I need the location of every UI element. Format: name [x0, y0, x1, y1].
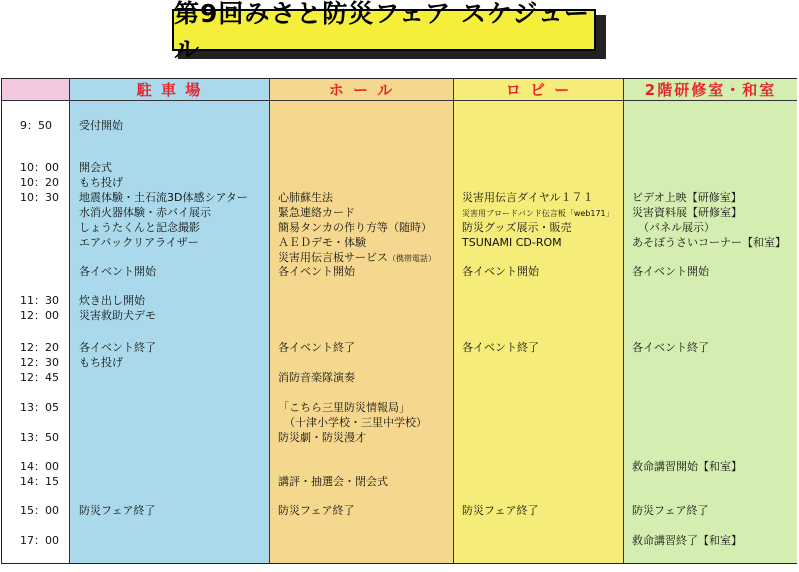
time-label: 12：00 — [20, 309, 59, 322]
room-header: 2階研修室・和室 — [624, 79, 797, 101]
schedule-item: 心肺蘇生法 — [278, 191, 333, 204]
schedule-item: 各イベント終了 — [632, 341, 709, 354]
time-label: 12：20 — [20, 341, 59, 354]
schedule-item: 各イベント終了 — [462, 341, 539, 354]
schedule-item: 水消火器体験・赤バイ展示 — [79, 206, 211, 219]
schedule-item: 「こちら三里防災情報局」 — [278, 401, 410, 414]
schedule-item: （十津小学校・三里中学校） — [284, 416, 427, 429]
schedule-item: しょうたくんと記念撮影 — [79, 221, 200, 234]
parking-header: 駐 車 場 — [70, 79, 269, 101]
schedule-item: もち投げ — [79, 176, 123, 189]
parking-column — [69, 79, 269, 563]
time-column-header — [2, 79, 69, 101]
lobby-column — [453, 79, 623, 563]
schedule-item: 災害用ブロードバンド伝言板「web171」 — [462, 209, 614, 218]
schedule-item: 防災グッズ展示・販売 — [462, 221, 572, 234]
schedule-item: TSUNAMI CD-ROM — [462, 236, 562, 249]
lobby-header: ロ ビ ー — [454, 79, 623, 101]
time-column — [2, 79, 69, 563]
schedule-item: 防災フェア終了 — [632, 504, 709, 517]
page-title: 第9回みさと防災フェア スケジュール — [172, 9, 596, 51]
schedule-item: エアバックリアライザー — [79, 236, 199, 249]
schedule-item: 災害資料展【研修室】 — [632, 206, 742, 219]
schedule-item: ＡＥＤデモ・体験 — [278, 236, 366, 249]
schedule-item: 防災劇・防災漫才 — [278, 431, 366, 444]
schedule-item: もち投げ — [79, 356, 123, 369]
schedule-item: あそぼうさいコーナー【和室】 — [632, 236, 786, 249]
schedule-item: 緊急連絡カード — [278, 206, 355, 219]
hall-column — [269, 79, 453, 563]
schedule-item: 災害用伝言板サービス（携帯電話） — [278, 251, 436, 264]
schedule-table — [1, 78, 797, 564]
time-label: 13：50 — [20, 431, 59, 444]
schedule-item: 簡易タンカの作り方等（随時） — [278, 221, 432, 234]
schedule-item: 各イベント終了 — [79, 341, 156, 354]
time-label: 14：15 — [20, 475, 59, 488]
time-label: 12：30 — [20, 356, 59, 369]
schedule-item: 受付開始 — [79, 119, 123, 132]
schedule-item: 消防音楽隊演奏 — [278, 371, 355, 384]
schedule-item: 各イベント終了 — [278, 341, 355, 354]
time-label: 17：00 — [20, 534, 59, 547]
schedule-item: 講評・抽選会・閉会式 — [278, 475, 388, 488]
room-column — [623, 79, 797, 563]
time-label: 15：00 — [20, 504, 59, 517]
schedule-item: 救命講習開始【和室】 — [632, 460, 742, 473]
schedule-item: 各イベント開始 — [632, 265, 709, 278]
schedule-item: 炊き出し開始 — [79, 294, 145, 307]
schedule-item: ビデオ上映【研修室】 — [632, 191, 742, 204]
schedule-item: 災害救助犬デモ — [79, 309, 156, 322]
schedule-item: 開会式 — [79, 161, 112, 174]
schedule-item: 各イベント開始 — [79, 265, 156, 278]
schedule-item: （パネル展示） — [638, 221, 715, 234]
time-label: 10：30 — [20, 191, 59, 204]
time-label: 9：50 — [20, 119, 52, 132]
time-label: 12：45 — [20, 371, 59, 384]
time-label: 11：30 — [20, 294, 59, 307]
schedule-item: 防災フェア終了 — [79, 504, 156, 517]
time-label: 14：00 — [20, 460, 59, 473]
time-label: 13：05 — [20, 401, 59, 414]
time-label: 10：20 — [20, 176, 59, 189]
hall-header: ホ ー ル — [270, 79, 453, 101]
schedule-item: 災害用伝言ダイヤル１７１ — [462, 191, 594, 204]
schedule-item: 防災フェア終了 — [278, 504, 355, 517]
schedule-item: 防災フェア終了 — [462, 504, 539, 517]
schedule-item: 各イベント開始 — [462, 265, 539, 278]
schedule-item: 救命講習終了【和室】 — [632, 534, 742, 547]
schedule-item: 地震体験・土石流3D体感シアター — [79, 191, 248, 204]
schedule-item: 各イベント開始 — [278, 265, 355, 278]
time-label: 10：00 — [20, 161, 59, 174]
